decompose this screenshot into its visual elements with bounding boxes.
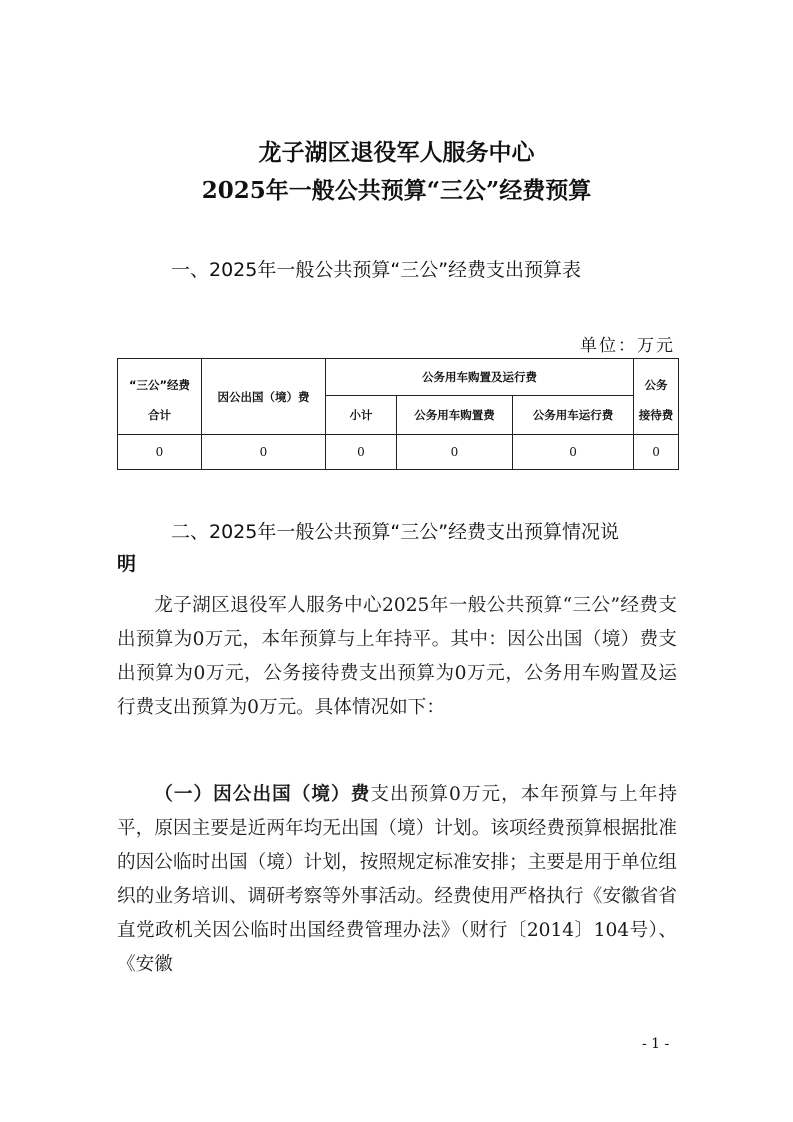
header-total-bottom: 合计 [148, 407, 171, 422]
section2-heading [117, 516, 677, 580]
header-total-top: “三公”经费 [128, 377, 191, 392]
paragraph-abroad-lead: （一）因公出国（境）费 [154, 784, 371, 805]
cell-total: 0 [118, 435, 202, 470]
section1-heading: 一、2025年一般公共预算“三公”经费支出预算表 [171, 259, 582, 281]
paragraph-abroad-body: 支出预算0万元，本年预算与上年持平，原因主要是近两年均无出国（境）计划。该项经费预算根据批准的因公临时出国（境）计划，按照规定标准安排；主要是用于单位组织的业务培训、调研考察等外事活动。经费使用严格执行《安徽省省直党政机关因公临时出国经费管理办法》（财行〔2014〕104号）、《安徽 [117, 784, 677, 975]
cell-subtotal: 0 [326, 435, 397, 470]
header-reception [634, 359, 679, 435]
paragraph-abroad [117, 778, 677, 982]
cell-abroad: 0 [202, 435, 326, 470]
header-subtotal: 小计 [326, 396, 397, 435]
cell-vehicle-purchase: 0 [397, 435, 513, 470]
header-reception-bottom: 接待费 [638, 407, 674, 422]
header-total [118, 359, 202, 435]
header-abroad: 因公出国（境）费 [202, 359, 326, 435]
page-number: - 1 - [642, 1036, 670, 1052]
section2-heading-line2: 明 [117, 553, 137, 575]
budget-table [117, 358, 679, 470]
document-title-line1: 龙子湖区退役军人服务中心 [258, 139, 535, 166]
section2-heading-line1: 二、2025年一般公共预算“三公”经费支出预算情况说 [171, 521, 620, 543]
unit-label: 单位：万元 [580, 336, 675, 356]
table-header-row-1 [118, 359, 679, 396]
header-reception-top: 公务 [644, 377, 668, 392]
header-vehicle-purchase: 公务用车购置费 [397, 396, 513, 435]
cell-reception: 0 [634, 435, 679, 470]
paragraph-overview: 龙子湖区退役军人服务中心2025年一般公共预算“三公”经费支出预算为0万元，本年预算与上年持平。其中：因公出国（境）费支出预算为0万元，公务接待费支出预算为0万元，公务用车购置及运行费支出预算为0万元。具体情况如下： [117, 595, 677, 718]
table-row [118, 435, 679, 470]
header-vehicle-group: 公务用车购置及运行费 [326, 359, 634, 396]
header-vehicle-operation: 公务用车运行费 [513, 396, 634, 435]
cell-vehicle-operation: 0 [513, 435, 634, 470]
document-title-line2: 2025年一般公共预算“三公”经费预算 [201, 177, 592, 204]
